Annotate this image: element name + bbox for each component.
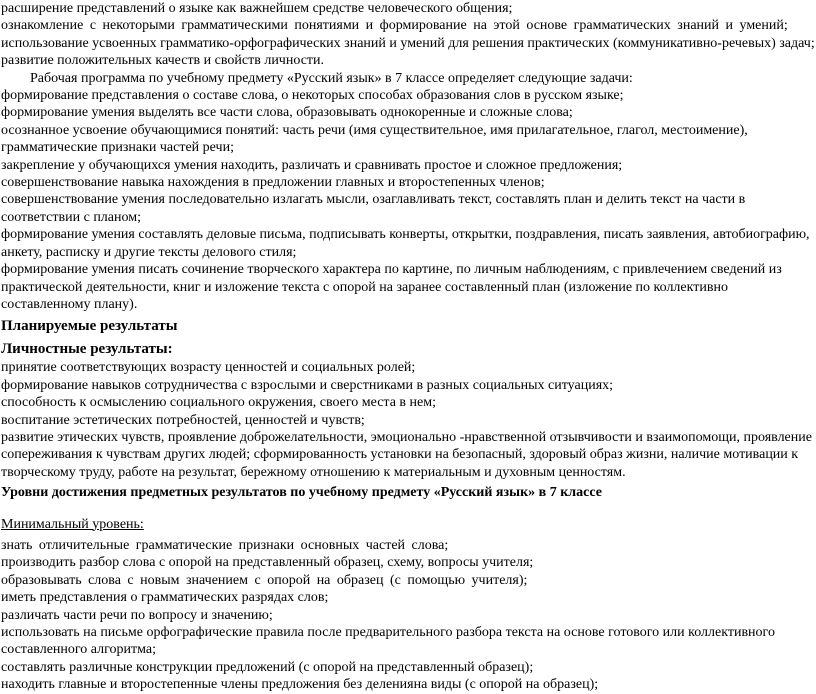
intro-line: ознакомление с некоторыми грамматическими понятиями и формирование на этой основе грамматических знаний и умений; <box>1 18 788 34</box>
personal-item: способность к осмыслению социального окружения, своего места в нем; <box>1 395 436 411</box>
intro-line: использование усвоенных грамматико-орфографических знаний и умений для решения практических (коммуникативно-речевых) задач; <box>1 35 815 51</box>
minimal-item: иметь представления о грамматических разрядах слов; <box>1 590 329 606</box>
minimal-item: составлять различные конструкции предложений (с опорой на представленный образец); <box>1 659 534 675</box>
intro-line: развитие положительных качеств и свойств личности. <box>1 53 325 69</box>
minimal-item: знать отличительные грамматические признаки основных частей слова; <box>1 537 449 553</box>
minimal-item: производить разбор слова с опорой на представленный образец, схему, вопросы учителя; <box>1 555 534 571</box>
task-item: совершенствование навыка нахождения в предложении главных и второстепенных членов; <box>1 175 545 191</box>
task-item: формирование умения составлять деловые письма, подписывать конверты, открытки, поздравления, писать заявления, автобиографию, анкету, расписку и другие тексты делового стиля; <box>1 227 810 260</box>
personal-item: развитие этических чувств, проявление доброжелательности, эмоционально -нравственной отзывчивости и взаимопомощи, проявление сопереживания к чувствам других людей; сформированность установки на безопасный, здоровый образ жизни, наличие мотивации к творческому труду, работе на результат, бережному отношению к материальным и духовным ценностям. <box>1 429 812 480</box>
minimal-level-label: Минимальный уровень: <box>1 516 144 532</box>
heading-personal-results: Личностные результаты: <box>1 341 173 358</box>
task-item: осознанное усвоение обучающимися понятий: часть речи (имя существительное, имя прилагательное, глагол, местоимение), грамматические признаки частей речи; <box>1 122 748 156</box>
task-item: совершенствование умения последовательно излагать мысли, озаглавливать текст, составлять план и делить текст на части в соответствии с планом; <box>1 192 746 225</box>
minimal-item: различать части речи по вопросу и значению; <box>1 607 273 623</box>
minimal-item: использовать на письме орфографические правила после предварительного разбора текста на основе готового или коллективного составленного алгоритма; <box>1 625 775 658</box>
minimal-item: образовывать слова с новым значением с опорой на образец (с помощью учителя); <box>1 572 528 588</box>
heading-achievement-levels: Уровни достижения предметных результатов по учебному предмету «Русский язык» в 7 классе <box>1 485 602 501</box>
personal-item: принятие соответствующих возрасту ценностей и социальных ролей; <box>1 360 416 376</box>
personal-item: формирование навыков сотрудничества с взрослыми и сверстниками в разных социальных ситуациях; <box>1 377 614 393</box>
minimal-item: находить главные и второстепенные члены предложения без деленияна виды (с опорой на образец); <box>1 677 599 693</box>
task-item: формирование представления о составе слова, о некоторых способах образования слов в русском языке; <box>1 88 624 104</box>
intro-line: расширение представлений о языке как важнейшем средстве человеческого общения; <box>1 1 513 16</box>
tasks-intro: Рабочая программа по учебному предмету «Русский язык» в 7 классе определяет следующие задачи: <box>30 70 633 86</box>
task-item: закрепление у обучающихся умения находить, различать и сравнивать простое и сложное предложения; <box>1 157 623 173</box>
task-item: формирование умения выделять все части слова, образовывать однокоренные и сложные слова; <box>1 105 573 121</box>
task-item: формирование умения писать сочинение творческого характера по картине, по личным наблюдениям, с привлечением сведений из практической деятельности, книг и изложение текста с опорой на заранее составленный план (изложение по коллективно составленному плану). <box>1 262 782 312</box>
personal-item: воспитание эстетических потребностей, ценностей и чувств; <box>1 412 365 428</box>
heading-planned-results: Планируемые результаты <box>1 318 178 335</box>
